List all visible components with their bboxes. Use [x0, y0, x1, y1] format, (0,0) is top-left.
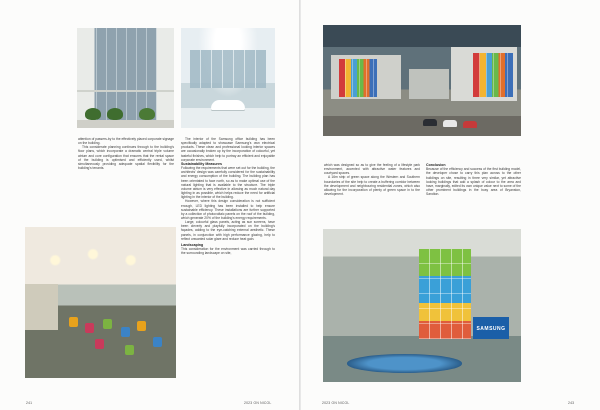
paragraph: which was designed so as to give the feeling of a lifestyle park environment, accented with attractive water features and courtyard spaces.	[324, 163, 420, 176]
reception-lobby-photo	[181, 28, 275, 128]
paragraph: attention of passers-by to the effectively placed corporate signage on the building.	[78, 137, 174, 146]
paragraph: Because of the efficiency and success of the first building model, the developer chose to carry this plan across to the other buildings on site, resulting in three very similar, yet attractive looking buildings that add a splash of colour to the area and have, marginally, edited its own unique value next to some of the other prominent buildings in the busy area of Bryanston, Sandton.	[426, 167, 521, 197]
right-col-1	[324, 163, 420, 196]
running-footer-right: 2023 ON NICOL	[322, 401, 350, 405]
screen-sign-text: SAMSUNG	[476, 325, 506, 332]
page-number-right: 243	[568, 401, 575, 405]
paragraph: However, where this design consideration is not sufficient enough, LED lighting has been installed to help ensure sustainable efficiency. These installations are further supported by a collection of photovoltaic panels on the roof of the building, which generate 20% of the building's energy requirements.	[181, 199, 275, 221]
left-col-2	[181, 137, 275, 255]
section-heading-conclusion: Conclusion	[426, 163, 446, 167]
building-atrium-photo	[77, 28, 174, 128]
paragraph: Following the requirements that were set out for the building, the architects' design was carefully considered for the sustainability and energy consumption of the building. The building plan has been orientated to face north, so as to make optimal use of the natural lighting that is available to the structure. The triple volume atrium is very effective in allowing as much natural day lighting in as possible, which helps reduce the need for artificial lighting in the interior of the building.	[181, 166, 275, 200]
samsung-display-screen	[473, 317, 509, 339]
interior-atrium-photo	[323, 229, 521, 382]
paragraph: Large, colourful glass panels, acting as sun screens, have been cleverly and playfully incorporated on the building's façades, adding to the eye-catching external aesthetic. These panels, in conjunction with high performance glazing, help to reflect unwanted solar glare and reduce heat gain.	[181, 220, 275, 241]
paragraph: The interior of the Samsung office building has been specifically adapted to showcase Samsung's own electrical products. These clean and professional looking interior spaces are occasionally broken up by the incorporation of colourful, yet tasteful finishes, which help to portray an efficient and enjoyable corporate environment.	[181, 137, 275, 162]
right-page	[301, 0, 600, 410]
paragraph: A 16m strip of green space along the Western and Southern boundaries of the site help to create a buffering corridor between the development and neighbouring residential zones, which also allowing for the incorporation of plenty of green space in to the development.	[324, 175, 420, 197]
running-footer-left: 2023 ON NICOL	[244, 401, 272, 405]
cafeteria-photo	[25, 227, 176, 378]
paragraph: This consideration for the environment was carried through to the surrounding landscape on site,	[181, 247, 275, 256]
page-number-left: 241	[26, 401, 33, 405]
right-col-2	[426, 163, 521, 196]
section-heading-sustainability: Sustainability Measures	[181, 161, 222, 166]
left-col-1	[78, 137, 174, 170]
section-heading-landscaping: Landscaping	[181, 242, 204, 247]
paragraph: This considerate planning continues through to the building's floor plans, which incorporate a dramatic central triple volume atrium and core configuration that ensures that the rental space of the building is optimised and efficiently used, whilst simultaneously providing adequate spatial flexibility for the building's tenants.	[78, 145, 174, 171]
left-page	[0, 0, 299, 410]
building-exterior-photo	[323, 25, 521, 136]
